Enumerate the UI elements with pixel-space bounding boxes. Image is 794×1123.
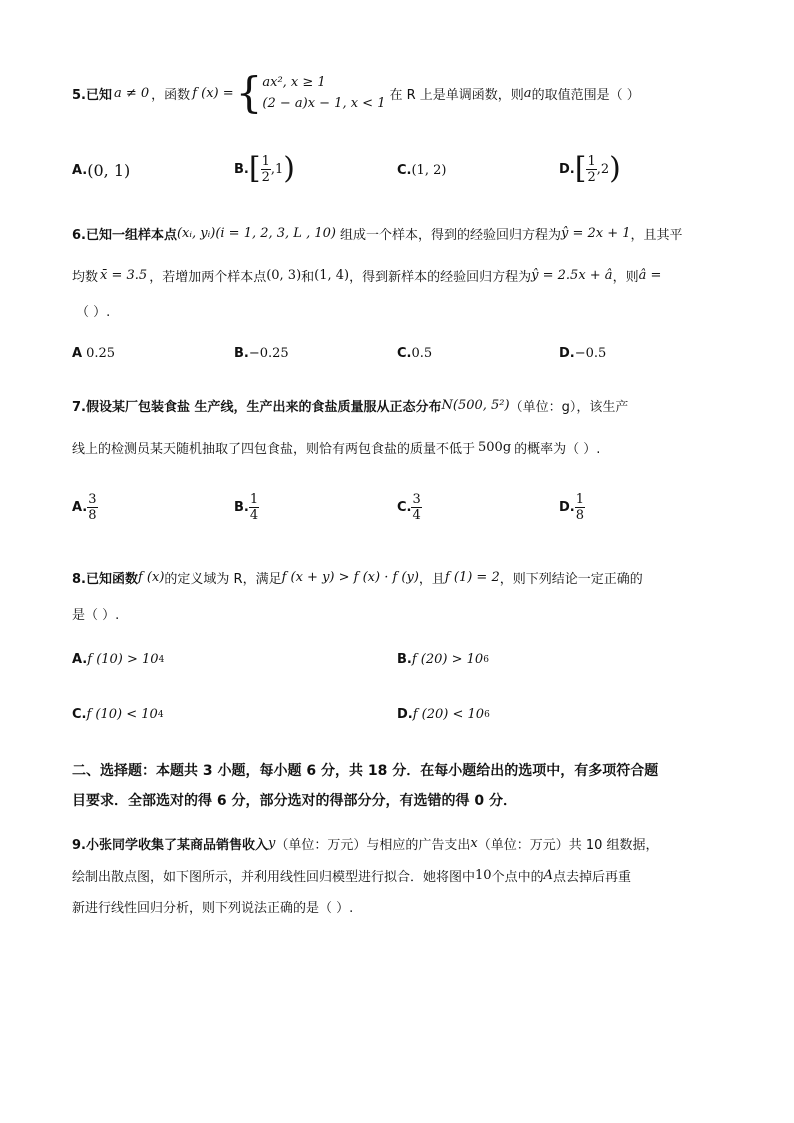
section2-heading-line2: 目要求．全部选对的得 6 分，部分选对的得部分分，有选错的得 0 分． xyxy=(72,793,517,809)
option-key: C. xyxy=(397,162,412,178)
option-key: C. xyxy=(72,707,87,722)
q8-line1: 8.已知函数 f (x) 的定义域为 R，满足 f (x + y) > f (x) · f (y) ，且 f (1) = 2 ，则下列结论一定正确的 xyxy=(72,569,643,587)
option-value: f (20) < 10 xyxy=(412,707,485,722)
q6-index: (i = 1, 2, 3, L , 10) xyxy=(215,225,336,241)
q8-option-a[interactable] xyxy=(72,652,164,667)
option-key: A. xyxy=(72,652,88,667)
q9-ten: 10 xyxy=(475,867,492,883)
section2-heading-line1: 二、选择题：本题共 3 小题，每小题 6 分，共 18 分．在每小题给出的选项中，有多项符合题 xyxy=(72,763,659,779)
fraction: $\frac{1}{4}$ xyxy=(249,492,259,523)
q9-line1: 9.小张同学收集了某商品销售收入 y （单位：万元）与相应的广告支出 x （单位：万元）共 10 组数据， xyxy=(72,835,659,853)
option-value: f (10) < 10 xyxy=(86,707,158,722)
q5-option-b[interactable] xyxy=(234,150,295,188)
option-value: f (20) > 10 xyxy=(411,652,484,667)
q6-option-b[interactable] xyxy=(234,346,289,361)
option-value: 0.25 xyxy=(86,346,116,361)
q9-x: x xyxy=(470,835,478,851)
option-value: 0.5 xyxy=(411,346,433,361)
option-value: −0.5 xyxy=(574,346,607,361)
q7-line1: 7.假设某厂包装食盐 生产线，生产出来的食盐质量服从正态分布 N(500, 5²) （单位：g），该生产 xyxy=(72,397,629,415)
option-exponent: 4 xyxy=(158,654,165,665)
q7-option-d[interactable] xyxy=(559,492,585,523)
option-exponent: 4 xyxy=(157,709,164,720)
bracket-left: [ xyxy=(248,151,261,186)
option-key: D. xyxy=(559,161,575,177)
q8-option-d[interactable] xyxy=(397,707,490,722)
q5-var: a xyxy=(523,85,532,101)
option-value: (1, 2) xyxy=(411,162,447,178)
option-key: A. xyxy=(72,500,88,515)
q9-line2: 绘制出散点图，如下图所示，并利用线性回归模型进行拟合．她将图中 10 个点中的 A 点去掉后再重 xyxy=(72,867,631,885)
q7-option-c[interactable] xyxy=(397,492,422,523)
q7-line2: 线上的检测员某天随机抽取了四包食盐，则恰有两包食盐的质量不低于 500g 的概率为（ ）. xyxy=(72,439,601,457)
fraction: $\frac{1}{2}$ xyxy=(587,153,596,185)
option-key: B. xyxy=(234,346,249,361)
q5-mid: ，函数 xyxy=(151,87,191,103)
paren-right: ) xyxy=(609,151,621,186)
q9-point-a: A xyxy=(543,867,553,883)
q6-eq2: ŷ = 2.5x + â xyxy=(531,267,613,283)
q8-line2: 是（ ）. xyxy=(72,608,120,623)
option-rest: ,2 xyxy=(596,161,610,177)
option-key: D. xyxy=(559,500,575,515)
option-key: C. xyxy=(397,346,412,361)
q6-line3: （ ）. xyxy=(76,305,111,320)
q7-weight: 500g xyxy=(478,439,512,455)
option-key: B. xyxy=(234,161,249,177)
fraction: $\frac{3}{4}$ xyxy=(412,492,421,523)
q7-option-a[interactable] xyxy=(72,492,98,523)
q5-cases xyxy=(262,72,385,114)
q5-tail: 在 R 上是单调函数，则 xyxy=(389,87,524,103)
q6-option-c[interactable] xyxy=(397,346,432,361)
q5-stem xyxy=(72,68,640,117)
q5-brace: { xyxy=(235,68,263,117)
q9-line3: 新进行线性回归分析，则下列说法正确的是（ ）. xyxy=(72,901,354,916)
q6-option-a[interactable] xyxy=(72,346,115,361)
fraction: $\frac{3}{8}$ xyxy=(88,492,97,523)
option-key: C. xyxy=(397,500,412,515)
q5-case2: (2 − a)x − 1, x < 1 xyxy=(262,96,386,111)
bracket-left: [ xyxy=(574,151,587,186)
option-exponent: 6 xyxy=(483,654,489,665)
q6-eq1: ŷ = 2x + 1 xyxy=(560,225,631,241)
q5-lead: 5.已知 xyxy=(72,87,112,103)
paren-right: ) xyxy=(283,151,295,186)
q8-option-b[interactable] xyxy=(397,652,489,667)
q6-point1: (0, 3) xyxy=(266,267,302,283)
q5-tail2: 的取值范围是（ ） xyxy=(531,87,640,103)
q8-f1: f (1) = 2 xyxy=(444,569,500,585)
q5-cond: a ≠ 0 xyxy=(113,85,150,101)
option-key: A xyxy=(72,346,83,361)
fraction: $\frac{1}{8}$ xyxy=(575,492,585,523)
q6-point: (xᵢ, yᵢ) xyxy=(176,225,216,241)
q8-fx: f (x) xyxy=(137,569,165,585)
option-key: A. xyxy=(72,162,88,178)
q6-mean: x̄ = 3.5 xyxy=(100,267,148,283)
q5-option-c[interactable] xyxy=(397,158,446,182)
q9-y: y xyxy=(267,835,276,851)
q5-option-a[interactable] xyxy=(72,158,130,182)
q6-point2: (1, 4) xyxy=(314,267,350,283)
option-key: B. xyxy=(234,500,249,515)
option-rest: ,1 xyxy=(270,161,284,177)
q6-ahat: â = xyxy=(638,267,662,283)
q5-option-d[interactable] xyxy=(559,150,621,188)
q6-line2: 均数 x̄ = 3.5 ，若增加两个样本点 (0, 3) 和 (1, 4) ，得到新样本的经验回归方程为 ŷ = 2.5x + â ，则 â = xyxy=(72,267,662,285)
q6-option-d[interactable] xyxy=(559,346,606,361)
q5-case1: ax², x ≥ 1 xyxy=(262,75,326,90)
q8-option-c[interactable] xyxy=(72,707,164,722)
q6-line1: 6.已知一组样本点 (xᵢ, yᵢ) (i = 1, 2, 3, L , 10) 组成一个样本，得到的经验回归方程为 ŷ = 2x + 1 ，且其平 xyxy=(72,225,683,243)
option-exponent: 6 xyxy=(484,709,490,720)
q5-fx: f (x) = xyxy=(192,85,234,101)
q7-option-b[interactable] xyxy=(234,492,259,523)
option-value: −0.25 xyxy=(248,346,289,361)
option-value: (0, 1) xyxy=(87,160,131,180)
option-key: B. xyxy=(397,652,412,667)
q8-inequality: f (x + y) > f (x) · f (y) xyxy=(281,569,419,585)
option-value: f (10) > 10 xyxy=(87,652,159,667)
q7-distribution: N(500, 5²) xyxy=(441,397,510,413)
fraction: $\frac{1}{2}$ xyxy=(261,153,270,185)
option-key: D. xyxy=(397,707,413,722)
option-key: D. xyxy=(559,346,575,361)
